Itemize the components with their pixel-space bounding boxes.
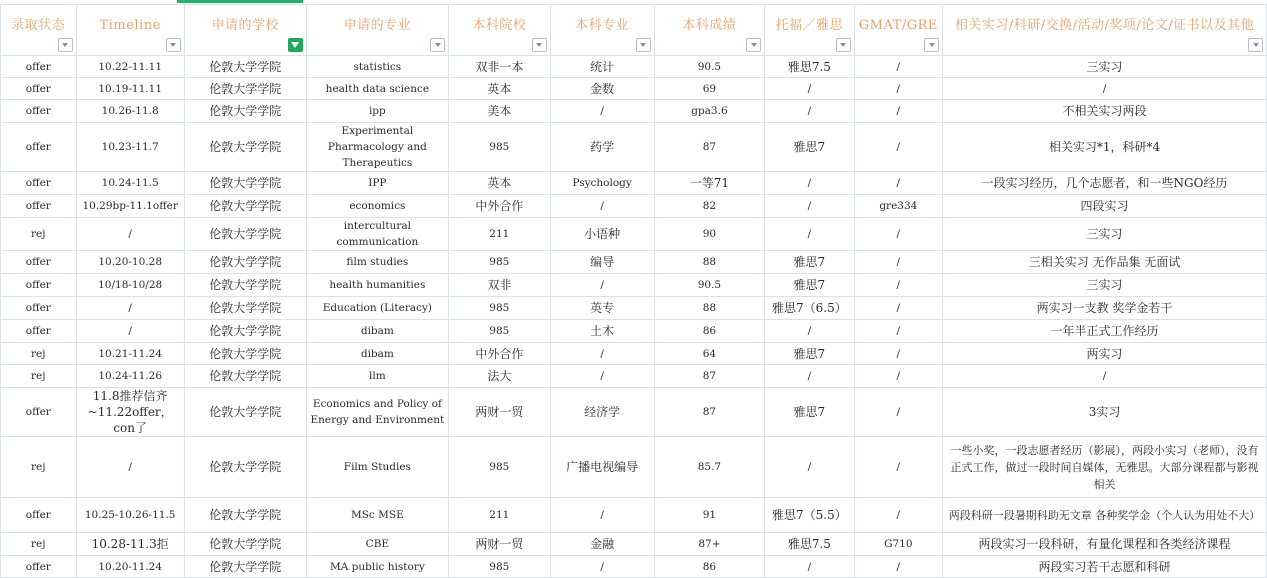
cell-r2-c10[interactable]: /: [943, 78, 1267, 100]
cell-r11-c9[interactable]: /: [854, 320, 942, 343]
cell-r1-c8[interactable]: 雅思7.5: [765, 56, 854, 78]
cell-r10-c10[interactable]: 两实习一支教 奖学金若干: [943, 297, 1267, 320]
cell-r15-c1[interactable]: rej: [1, 437, 77, 498]
cell-r6-c2[interactable]: 10.29bp-11.1offer: [76, 195, 184, 218]
filter-dropdown-button[interactable]: [166, 38, 181, 52]
cell-r17-c6[interactable]: 金融: [550, 533, 654, 556]
cell-r7-c4[interactable]: intercultural communication: [306, 218, 448, 251]
cell-r8-c6[interactable]: 编导: [550, 251, 654, 274]
cell-r14-c10[interactable]: 3实习: [943, 388, 1267, 437]
cell-r6-c5[interactable]: 中外合作: [449, 195, 551, 218]
cell-r18-c2[interactable]: 10.20-11.24: [76, 556, 184, 578]
selected-column-indicator: [177, 0, 303, 3]
cell-r15-c4[interactable]: Film Studies: [306, 437, 448, 498]
cell-r4-c2[interactable]: 10.23-11.7: [76, 123, 184, 172]
cell-r15-c2[interactable]: /: [76, 437, 184, 498]
cell-r16-c2[interactable]: 10.25-10.26-11.5: [76, 498, 184, 533]
cell-r8-c7[interactable]: 88: [654, 251, 764, 274]
cell-r9-c6[interactable]: /: [550, 274, 654, 297]
column-header-5[interactable]: [449, 5, 551, 56]
cell-r13-c3[interactable]: 伦敦大学学院: [184, 365, 306, 388]
cell-r17-c5[interactable]: 两财一贸: [449, 533, 551, 556]
cell-r18-c6[interactable]: /: [550, 556, 654, 578]
cell-r8-c5[interactable]: 985: [449, 251, 551, 274]
cell-r5-c8[interactable]: /: [765, 172, 854, 195]
cell-r2-c6[interactable]: 金数: [550, 78, 654, 100]
chevron-down-icon: [435, 43, 441, 47]
cell-r18-c8[interactable]: /: [765, 556, 854, 578]
cell-r13-c5[interactable]: 法大: [449, 365, 551, 388]
cell-r12-c9[interactable]: /: [854, 343, 942, 365]
cell-r11-c7[interactable]: 86: [654, 320, 764, 343]
cell-r5-c10[interactable]: 一段实习经历，几个志愿者，和一些NGO经历: [943, 172, 1267, 195]
cell-r14-c6[interactable]: 经济学: [550, 388, 654, 437]
cell-r2-c2[interactable]: 10.19-11.11: [76, 78, 184, 100]
cell-r12-c1[interactable]: rej: [1, 343, 77, 365]
table-row: [1, 437, 1267, 498]
cell-r15-c10[interactable]: 一些小奖，一段志愿者经历（影展），两段小实习（老师），没有正式工作，做过一段时间自媒体，无雅思。大部分课程都与影视相关: [943, 437, 1267, 498]
cell-r15-c3[interactable]: 伦敦大学学院: [184, 437, 306, 498]
table-row: [1, 123, 1267, 172]
cell-r5-c1[interactable]: offer: [1, 172, 77, 195]
cell-r5-c5[interactable]: 英本: [449, 172, 551, 195]
cell-r16-c1[interactable]: offer: [1, 498, 77, 533]
chevron-down-icon: [1253, 43, 1259, 47]
cell-r10-c2[interactable]: /: [76, 297, 184, 320]
cell-r12-c2[interactable]: 10.21-11.24: [76, 343, 184, 365]
cell-r14-c4[interactable]: Economics and Policy of Energy and Environment: [306, 388, 448, 437]
table-row: [1, 251, 1267, 274]
cell-r7-c3[interactable]: 伦敦大学学院: [184, 218, 306, 251]
cell-r7-c8[interactable]: /: [765, 218, 854, 251]
column-header-6[interactable]: [550, 5, 654, 56]
cell-r6-c9[interactable]: gre334: [854, 195, 942, 218]
cell-r9-c9[interactable]: /: [854, 274, 942, 297]
cell-r11-c5[interactable]: 985: [449, 320, 551, 343]
cell-r9-c4[interactable]: health humanities: [306, 274, 448, 297]
cell-r1-c1[interactable]: offer: [1, 56, 77, 78]
cell-r18-c7[interactable]: 86: [654, 556, 764, 578]
column-header-label: 本科专业: [575, 18, 630, 33]
cell-r12-c7[interactable]: 64: [654, 343, 764, 365]
cell-r1-c5[interactable]: 双非一本: [449, 56, 551, 78]
table-row: [1, 365, 1267, 388]
column-header-label: 相关实习/科研/交换/活动/奖项/论文/证书以及其他: [954, 18, 1255, 33]
cell-r2-c1[interactable]: offer: [1, 78, 77, 100]
table-row: [1, 100, 1267, 123]
cell-r18-c5[interactable]: 985: [449, 556, 551, 578]
cell-r4-c10[interactable]: 相关实习*1，科研*4: [943, 123, 1267, 172]
cell-r3-c9[interactable]: /: [854, 100, 942, 123]
cell-r13-c4[interactable]: llm: [306, 365, 448, 388]
column-header-label: Timeline: [99, 18, 161, 33]
cell-r14-c8[interactable]: 雅思7: [765, 388, 854, 437]
cell-r9-c8[interactable]: 雅思7: [765, 274, 854, 297]
data-table: [0, 4, 1267, 578]
cell-r12-c3[interactable]: 伦敦大学学院: [184, 343, 306, 365]
column-header-8[interactable]: [765, 5, 854, 56]
cell-r7-c7[interactable]: 90: [654, 218, 764, 251]
table-row: [1, 388, 1267, 437]
cell-r11-c8[interactable]: /: [765, 320, 854, 343]
table-row: [1, 195, 1267, 218]
cell-r3-c6[interactable]: /: [550, 100, 654, 123]
cell-r11-c3[interactable]: 伦敦大学学院: [184, 320, 306, 343]
column-header-4[interactable]: [306, 5, 448, 56]
cell-r16-c4[interactable]: MSc MSE: [306, 498, 448, 533]
cell-r17-c4[interactable]: CBE: [306, 533, 448, 556]
cell-r10-c8[interactable]: 雅思7（6.5）: [765, 297, 854, 320]
cell-r4-c3[interactable]: 伦敦大学学院: [184, 123, 306, 172]
cell-r10-c9[interactable]: /: [854, 297, 942, 320]
cell-r3-c5[interactable]: 美本: [449, 100, 551, 123]
column-header-label: 录取状态: [11, 18, 66, 33]
chevron-down-icon: [840, 43, 846, 47]
column-header-label: 本科成绩: [682, 18, 737, 33]
cell-r13-c1[interactable]: rej: [1, 365, 77, 388]
cell-r9-c2[interactable]: 10/18-10/28: [76, 274, 184, 297]
column-header-label: 托福／雅思: [775, 18, 844, 33]
cell-r3-c7[interactable]: gpa3.6: [654, 100, 764, 123]
chevron-down-icon: [536, 43, 542, 47]
cell-r3-c3[interactable]: 伦敦大学学院: [184, 100, 306, 123]
table-row: [1, 56, 1267, 78]
cell-r1-c7[interactable]: 90.5: [654, 56, 764, 78]
cell-r17-c9[interactable]: G710: [854, 533, 942, 556]
filter-dropdown-button[interactable]: [1248, 38, 1263, 52]
cell-r1-c4[interactable]: statistics: [306, 56, 448, 78]
cell-r15-c7[interactable]: 85.7: [654, 437, 764, 498]
table-row: [1, 172, 1267, 195]
filter-dropdown-button[interactable]: [430, 38, 445, 52]
filter-dropdown-button[interactable]: [924, 38, 939, 52]
cell-r8-c4[interactable]: film studies: [306, 251, 448, 274]
cell-r5-c9[interactable]: /: [854, 172, 942, 195]
cell-r4-c8[interactable]: 雅思7: [765, 123, 854, 172]
cell-r16-c8[interactable]: 雅思7（5.5）: [765, 498, 854, 533]
cell-r2-c8[interactable]: /: [765, 78, 854, 100]
cell-r6-c1[interactable]: offer: [1, 195, 77, 218]
cell-r11-c6[interactable]: 土木: [550, 320, 654, 343]
chevron-down-icon: [640, 43, 646, 47]
column-header-label: 本科院校: [472, 18, 527, 33]
cell-r16-c5[interactable]: 211: [449, 498, 551, 533]
cell-r4-c6[interactable]: 药学: [550, 123, 654, 172]
cell-r7-c10[interactable]: 三实习: [943, 218, 1267, 251]
column-header-label: 申请的学校: [211, 18, 279, 33]
cell-r4-c9[interactable]: /: [854, 123, 942, 172]
cell-r12-c6[interactable]: /: [550, 343, 654, 365]
filter-dropdown-button[interactable]: [58, 38, 73, 52]
cell-r9-c3[interactable]: 伦敦大学学院: [184, 274, 306, 297]
cell-r12-c4[interactable]: dibam: [306, 343, 448, 365]
cell-r5-c6[interactable]: Psychology: [550, 172, 654, 195]
header-row: [1, 5, 1267, 56]
cell-r15-c9[interactable]: /: [854, 437, 942, 498]
cell-r8-c2[interactable]: 10.20-10.28: [76, 251, 184, 274]
cell-r10-c5[interactable]: 985: [449, 297, 551, 320]
funnel-icon: [291, 42, 299, 48]
cell-r13-c7[interactable]: 87: [654, 365, 764, 388]
cell-r9-c1[interactable]: offer: [1, 274, 77, 297]
table-row: [1, 498, 1267, 533]
cell-r17-c1[interactable]: rej: [1, 533, 77, 556]
cell-r10-c7[interactable]: 88: [654, 297, 764, 320]
column-header-1[interactable]: [1, 5, 77, 56]
cell-r16-c6[interactable]: /: [550, 498, 654, 533]
cell-r17-c10[interactable]: 两段实习一段科研，有量化课程和各类经济课程: [943, 533, 1267, 556]
cell-r1-c3[interactable]: 伦敦大学学院: [184, 56, 306, 78]
cell-r5-c3[interactable]: 伦敦大学学院: [184, 172, 306, 195]
table-row: [1, 533, 1267, 556]
cell-r17-c2[interactable]: 10.28-11.3拒: [76, 533, 184, 556]
cell-r1-c2[interactable]: 10.22-11.11: [76, 56, 184, 78]
chevron-down-icon: [170, 43, 176, 47]
cell-r10-c1[interactable]: offer: [1, 297, 77, 320]
cell-r11-c10[interactable]: 一年半正式工作经历: [943, 320, 1267, 343]
cell-r16-c7[interactable]: 91: [654, 498, 764, 533]
cell-r5-c2[interactable]: 10.24-11.5: [76, 172, 184, 195]
cell-r3-c10[interactable]: 不相关实习两段: [943, 100, 1267, 123]
cell-r7-c1[interactable]: rej: [1, 218, 77, 251]
cell-r3-c2[interactable]: 10.26-11.8: [76, 100, 184, 123]
filter-dropdown-button[interactable]: [636, 38, 651, 52]
cell-r6-c4[interactable]: economics: [306, 195, 448, 218]
cell-r7-c2[interactable]: /: [76, 218, 184, 251]
cell-r14-c5[interactable]: 两财一贸: [449, 388, 551, 437]
cell-r2-c9[interactable]: /: [854, 78, 942, 100]
table-row: [1, 556, 1267, 578]
column-header-9[interactable]: [854, 5, 942, 56]
table-row: [1, 297, 1267, 320]
cell-r18-c3[interactable]: 伦敦大学学院: [184, 556, 306, 578]
cell-r18-c10[interactable]: 两段实习若干志愿和科研: [943, 556, 1267, 578]
cell-r10-c3[interactable]: 伦敦大学学院: [184, 297, 306, 320]
cell-r11-c2[interactable]: /: [76, 320, 184, 343]
cell-r1-c9[interactable]: /: [854, 56, 942, 78]
cell-r2-c4[interactable]: health data science: [306, 78, 448, 100]
cell-r16-c10[interactable]: 两段科研一段暑期科助无文章 各种奖学金（个人认为用处不大）: [943, 498, 1267, 533]
cell-r2-c7[interactable]: 69: [654, 78, 764, 100]
filter-dropdown-button[interactable]: [836, 38, 851, 52]
column-header-7[interactable]: [654, 5, 764, 56]
table-row: [1, 320, 1267, 343]
cell-r6-c3[interactable]: 伦敦大学学院: [184, 195, 306, 218]
cell-r16-c9[interactable]: /: [854, 498, 942, 533]
table-row: [1, 218, 1267, 251]
cell-r7-c6[interactable]: 小语种: [550, 218, 654, 251]
cell-r17-c7[interactable]: 87+: [654, 533, 764, 556]
table-row: [1, 78, 1267, 100]
cell-r4-c7[interactable]: 87: [654, 123, 764, 172]
cell-r15-c8[interactable]: /: [765, 437, 854, 498]
cell-r16-c3[interactable]: 伦敦大学学院: [184, 498, 306, 533]
cell-r17-c8[interactable]: 雅思7.5: [765, 533, 854, 556]
column-header-label: 申请的专业: [343, 18, 412, 33]
filter-dropdown-button[interactable]: [532, 38, 547, 52]
cell-r9-c10[interactable]: 三实习: [943, 274, 1267, 297]
cell-r5-c4[interactable]: IPP: [306, 172, 448, 195]
cell-r8-c8[interactable]: 雅思7: [765, 251, 854, 274]
cell-r14-c3[interactable]: 伦敦大学学院: [184, 388, 306, 437]
chevron-down-icon: [751, 43, 757, 47]
cell-r13-c9[interactable]: /: [854, 365, 942, 388]
cell-r14-c7[interactable]: 87: [654, 388, 764, 437]
cell-r2-c5[interactable]: 英本: [449, 78, 551, 100]
cell-r6-c7[interactable]: 82: [654, 195, 764, 218]
column-header-10[interactable]: [943, 5, 1267, 56]
cell-r8-c3[interactable]: 伦敦大学学院: [184, 251, 306, 274]
cell-r6-c10[interactable]: 四段实习: [943, 195, 1267, 218]
cell-r15-c5[interactable]: 985: [449, 437, 551, 498]
cell-r3-c8[interactable]: /: [765, 100, 854, 123]
cell-r12-c5[interactable]: 中外合作: [449, 343, 551, 365]
cell-r13-c2[interactable]: 10.24-11.26: [76, 365, 184, 388]
cell-r14-c2[interactable]: 11.8推荐信齐 ~11.22offer，con了: [76, 388, 184, 437]
cell-r5-c7[interactable]: 一等71: [654, 172, 764, 195]
cell-r11-c4[interactable]: dibam: [306, 320, 448, 343]
cell-r7-c9[interactable]: /: [854, 218, 942, 251]
cell-r18-c4[interactable]: MA public history: [306, 556, 448, 578]
cell-r14-c1[interactable]: offer: [1, 388, 77, 437]
cell-r13-c8[interactable]: /: [765, 365, 854, 388]
cell-r14-c9[interactable]: /: [854, 388, 942, 437]
column-header-2[interactable]: [76, 5, 184, 56]
cell-r7-c5[interactable]: 211: [449, 218, 551, 251]
cell-r18-c9[interactable]: /: [854, 556, 942, 578]
column-header-3[interactable]: [184, 5, 306, 56]
filter-dropdown-button[interactable]: [746, 38, 761, 52]
cell-r10-c6[interactable]: 英专: [550, 297, 654, 320]
cell-r8-c1[interactable]: offer: [1, 251, 77, 274]
cell-r8-c9[interactable]: /: [854, 251, 942, 274]
cell-r15-c6[interactable]: 广播电视编导: [550, 437, 654, 498]
cell-r13-c6[interactable]: /: [550, 365, 654, 388]
cell-r11-c1[interactable]: offer: [1, 320, 77, 343]
cell-r1-c10[interactable]: 三实习: [943, 56, 1267, 78]
cell-r10-c4[interactable]: Education (Literacy): [306, 297, 448, 320]
cell-r4-c5[interactable]: 985: [449, 123, 551, 172]
chevron-down-icon: [62, 43, 68, 47]
cell-r3-c4[interactable]: ipp: [306, 100, 448, 123]
cell-r12-c10[interactable]: 两实习: [943, 343, 1267, 365]
chevron-down-icon: [929, 43, 935, 47]
cell-r3-c1[interactable]: offer: [1, 100, 77, 123]
table-row: [1, 343, 1267, 365]
cell-r8-c10[interactable]: 三相关实习 无作品集 无面试: [943, 251, 1267, 274]
cell-r12-c8[interactable]: 雅思7: [765, 343, 854, 365]
filter-active-button[interactable]: [288, 38, 303, 52]
cell-r1-c6[interactable]: 统计: [550, 56, 654, 78]
cell-r18-c1[interactable]: offer: [1, 556, 77, 578]
cell-r17-c3[interactable]: 伦敦大学学院: [184, 533, 306, 556]
cell-r9-c5[interactable]: 双非: [449, 274, 551, 297]
cell-r6-c6[interactable]: /: [550, 195, 654, 218]
cell-r6-c8[interactable]: /: [765, 195, 854, 218]
cell-r4-c4[interactable]: Experimental Pharmacology and Therapeutics: [306, 123, 448, 172]
cell-r4-c1[interactable]: offer: [1, 123, 77, 172]
cell-r9-c7[interactable]: 90.5: [654, 274, 764, 297]
column-header-label: GMAT/GRE: [858, 18, 938, 33]
cell-r13-c10[interactable]: /: [943, 365, 1267, 388]
table-row: [1, 274, 1267, 297]
cell-r2-c3[interactable]: 伦敦大学学院: [184, 78, 306, 100]
